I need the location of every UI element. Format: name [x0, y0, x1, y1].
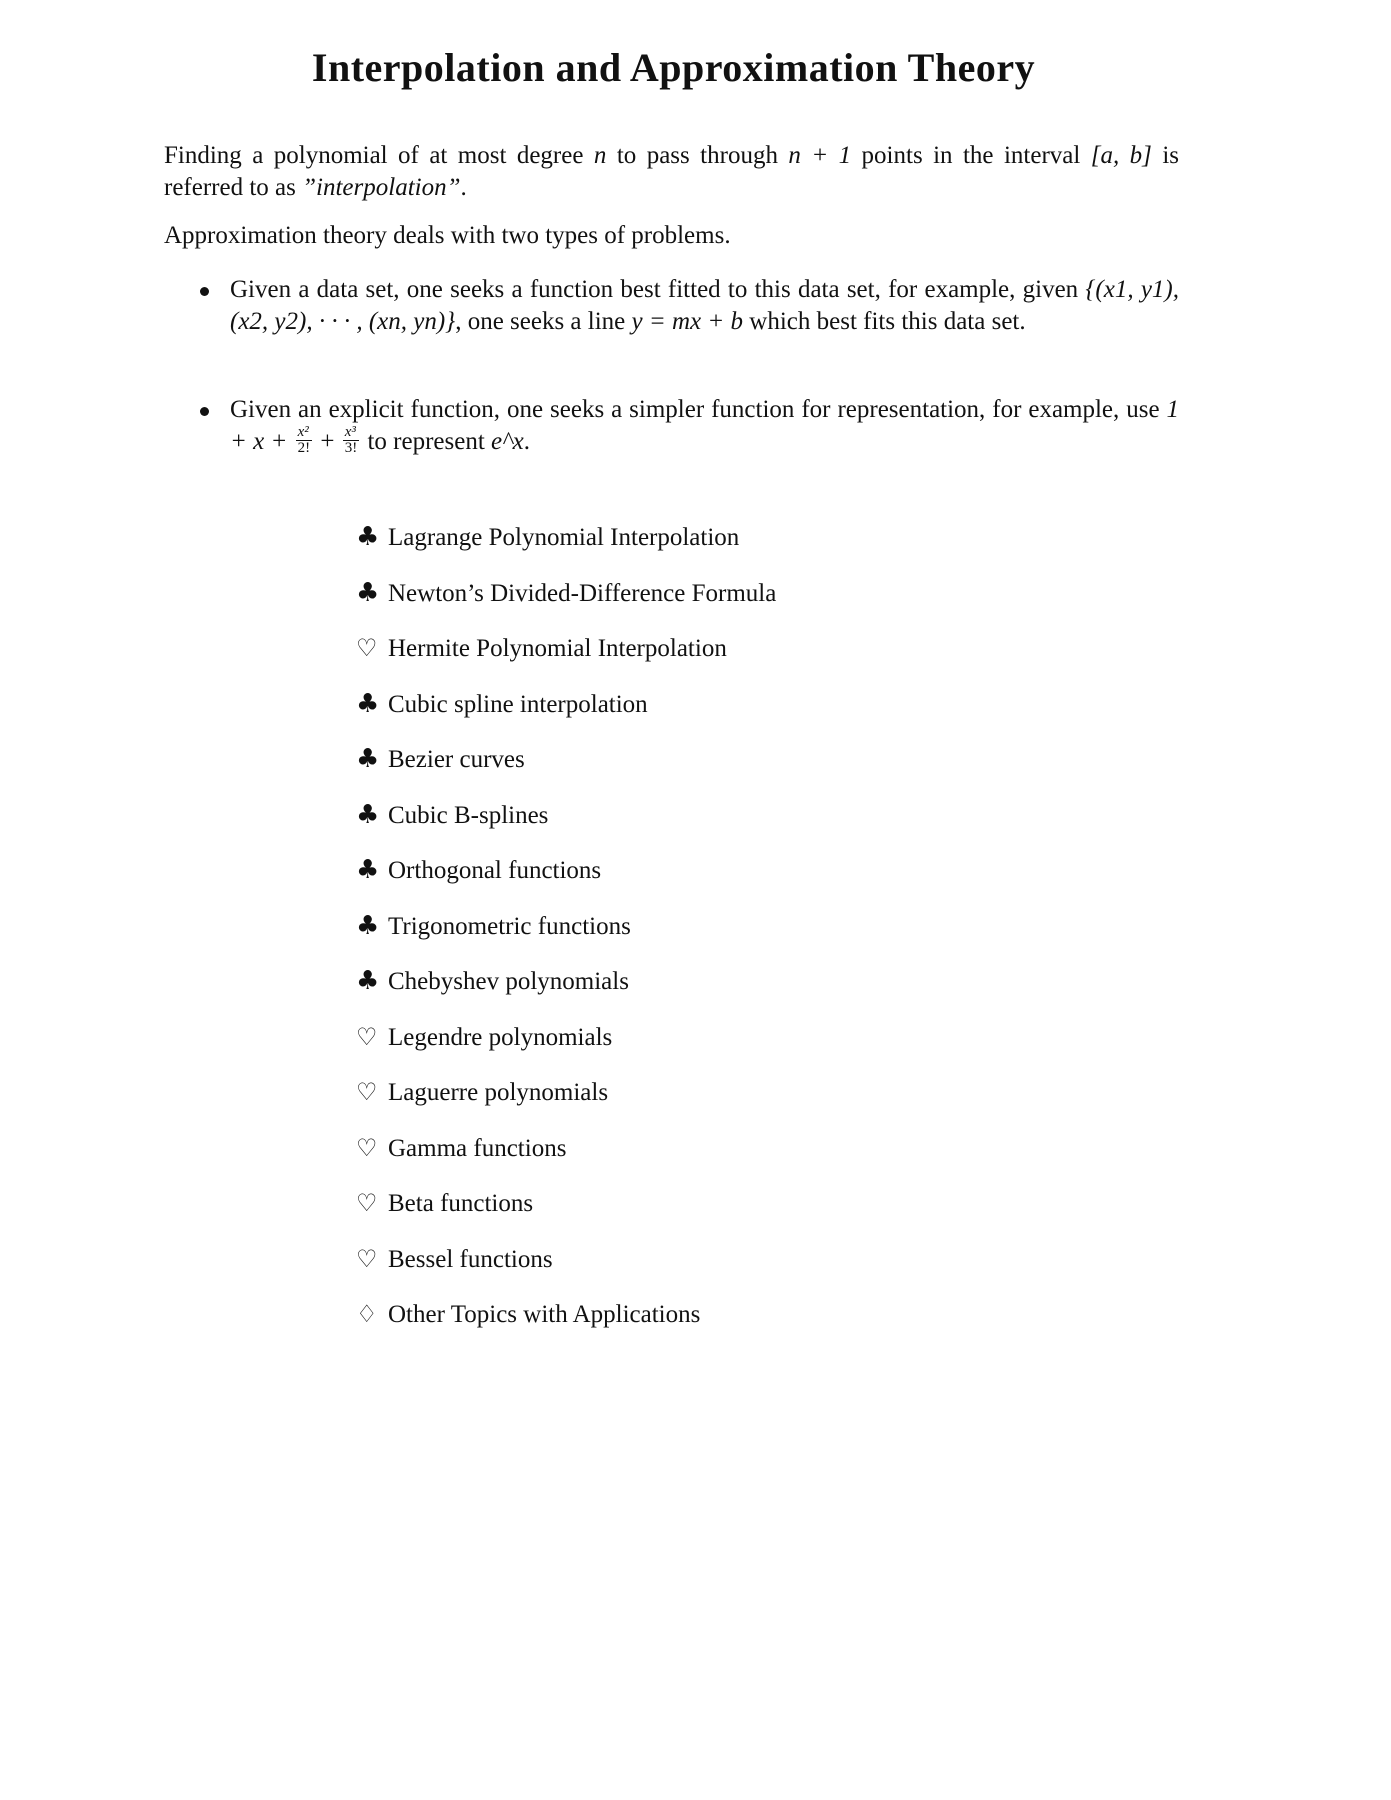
diamond-icon: ♢	[356, 1300, 378, 1328]
bullet-1-text-b: , one seeks a line	[455, 308, 632, 335]
approximation-intro: Approximation theory deals with two types of problems.	[164, 222, 731, 249]
fraction-x3-over-6	[343, 425, 360, 456]
topic-label: Bezier curves	[388, 746, 525, 773]
intro-text-4: is referred to as	[164, 142, 1179, 201]
math-plus: +	[314, 428, 341, 455]
page-title: Interpolation and Approximation Theory	[311, 45, 1036, 90]
club-icon: ♣	[356, 910, 380, 941]
list-item	[356, 788, 776, 844]
club-icon: ♣	[356, 799, 380, 830]
topic-label: Orthogonal functions	[388, 857, 602, 884]
topic-label: Gamma functions	[388, 1134, 567, 1162]
fraction-denominator: 2!	[297, 439, 311, 456]
math-interval: [a, b]	[1090, 142, 1152, 169]
intro-text-2: to pass through	[606, 142, 789, 169]
bullet-text	[230, 274, 1179, 338]
topic-label: Bessel functions	[388, 1245, 553, 1273]
heart-icon: ♡	[356, 1244, 378, 1273]
topic-label: Chebyshev polynomials	[388, 968, 629, 995]
club-icon: ♣	[356, 688, 380, 719]
bullet-dot-icon	[200, 287, 209, 296]
club-icon: ♣	[356, 855, 380, 885]
topic-label: Cubic B-splines	[388, 801, 549, 829]
intro-paragraph	[164, 140, 1179, 204]
list-item	[356, 566, 776, 622]
intro-text-3: points in the interval	[851, 142, 1091, 169]
club-icon: ♣	[356, 522, 380, 552]
list-item	[356, 1065, 776, 1121]
list-item	[356, 1232, 776, 1288]
list-item	[356, 1287, 776, 1343]
topic-label: Beta functions	[388, 1190, 534, 1217]
intro-end: .	[460, 174, 467, 201]
topic-label: Legendre polynomials	[388, 1023, 613, 1051]
list-item	[356, 1010, 776, 1066]
bullet-dot-icon	[200, 407, 209, 416]
fraction-numerator: x³	[343, 425, 360, 441]
bullet-1-text-a: Given a data set, one seeks a function best fitted to this data set, for example, given	[230, 276, 1086, 303]
math-data-set: {(x1, y1), (x2, y2), · · · , (xn, yn)}	[230, 276, 1179, 335]
bullet-1-text-c: which best fits this data set.	[743, 308, 1026, 335]
heart-icon: ♡	[356, 634, 378, 662]
list-item	[356, 621, 776, 677]
intro-text-1: Finding a polynomial of at most degree	[164, 142, 594, 169]
fraction-numerator: x²	[296, 425, 313, 441]
topic-label: Trigonometric functions	[388, 912, 631, 940]
list-item	[356, 732, 776, 788]
topics-list	[356, 510, 776, 1343]
heart-icon: ♡	[356, 1133, 378, 1162]
bullet-text	[230, 394, 1179, 459]
list-item	[356, 510, 776, 566]
term-interpolation: ”interpolation”	[302, 174, 461, 201]
list-item	[356, 954, 776, 1010]
math-n: n	[593, 142, 607, 169]
math-line: y = mx + b	[631, 308, 744, 335]
heart-icon: ♡	[356, 1022, 378, 1051]
topic-label: Laguerre polynomials	[388, 1079, 609, 1106]
topic-label: Lagrange Polynomial Interpolation	[388, 524, 740, 551]
list-item	[356, 899, 776, 955]
math-n-plus-1: n + 1	[788, 142, 852, 169]
list-item	[356, 1176, 776, 1232]
list-item	[356, 843, 776, 899]
math-target: e^x	[491, 428, 524, 455]
fraction-denominator: 3!	[344, 439, 358, 456]
topic-label: Newton’s Divided-Difference Formula	[388, 579, 777, 607]
topic-label: Hermite Polynomial Interpolation	[388, 635, 727, 662]
topic-label: Other Topics with Applications	[388, 1301, 701, 1328]
bullet-2-text-b: to represent	[361, 428, 492, 455]
topic-label: Cubic spline interpolation	[388, 690, 648, 718]
bullet-2-text-a: Given an explicit function, one seeks a simpler function for representation, for example, use	[230, 396, 1167, 423]
club-icon: ♣	[356, 966, 380, 996]
club-icon: ♣	[356, 577, 380, 608]
heart-icon: ♡	[356, 1189, 378, 1217]
list-item	[356, 1121, 776, 1177]
heart-icon: ♡	[356, 1078, 378, 1106]
fraction-x2-over-2	[296, 425, 313, 456]
bullet-2-end: .	[523, 428, 531, 455]
math-expr-start: 1 + x +	[230, 396, 1179, 455]
list-item	[356, 677, 776, 733]
club-icon: ♣	[356, 744, 380, 774]
